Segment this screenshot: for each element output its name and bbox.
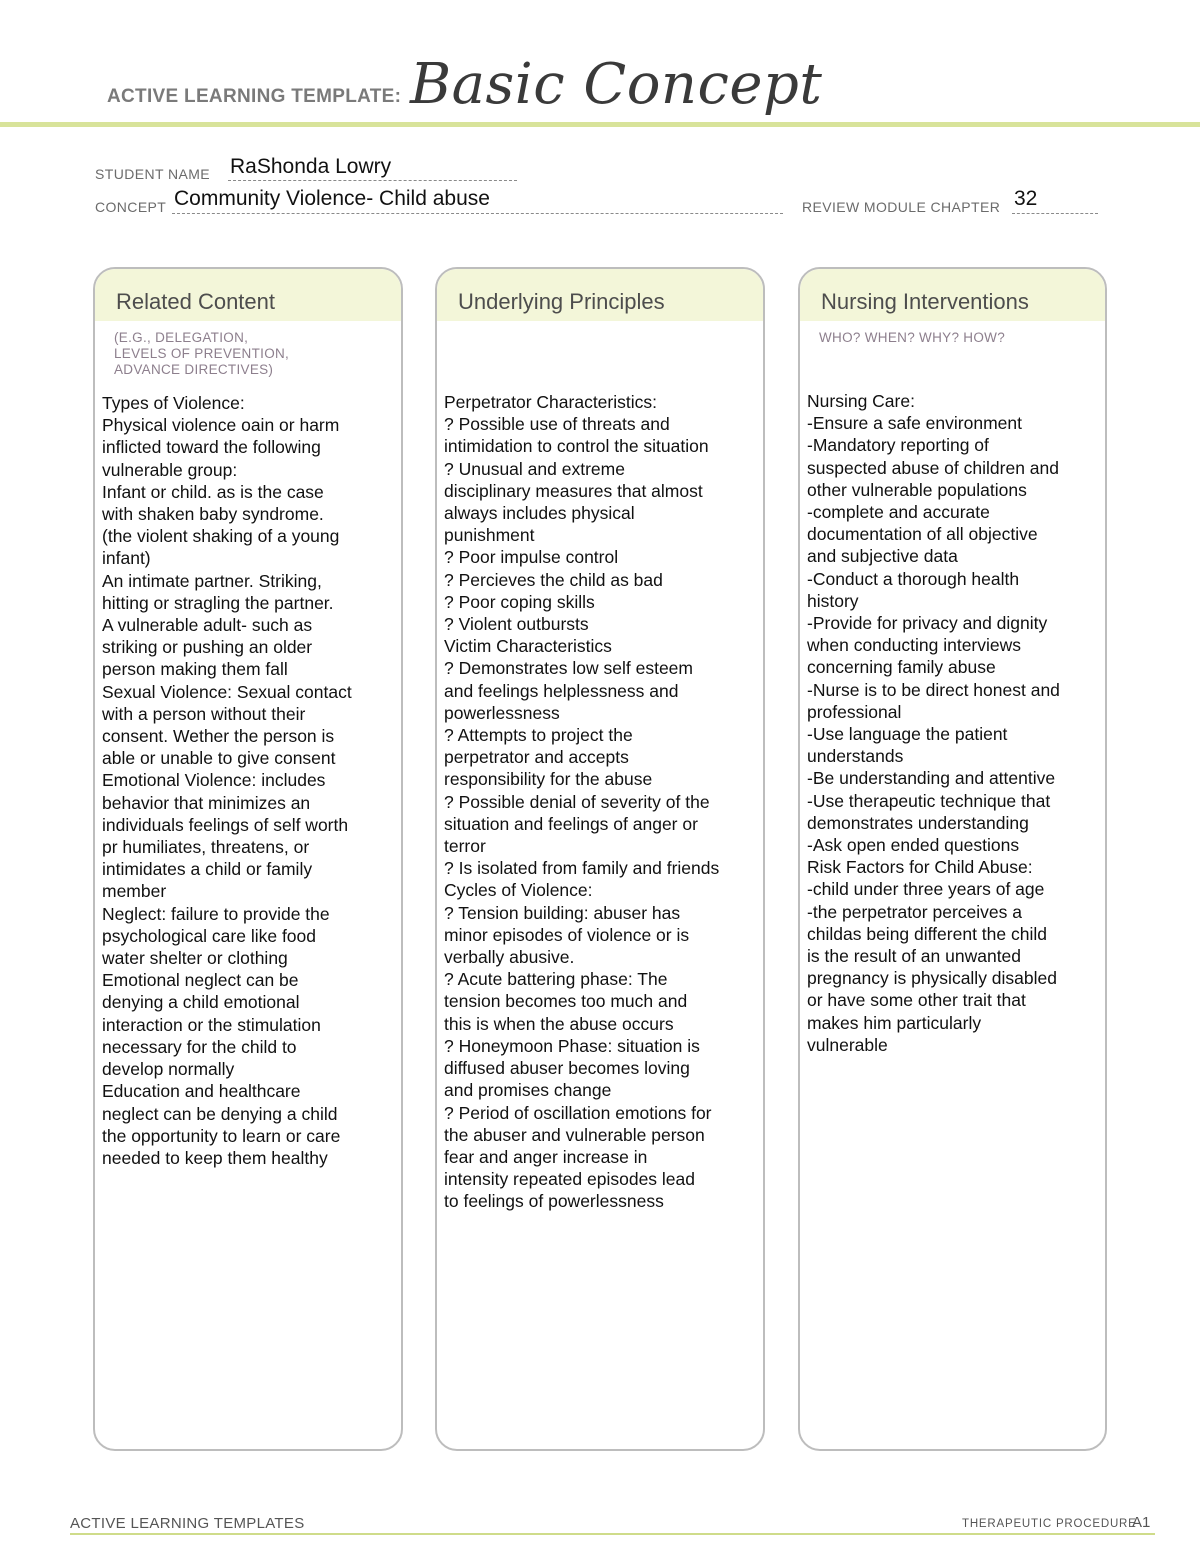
- text-line: demonstrates understanding: [807, 812, 1029, 833]
- text-line: inflicted toward the following: [102, 437, 321, 458]
- text-line: ? Acute battering phase: The: [444, 969, 668, 990]
- text-line: -Ensure a safe environment: [807, 413, 1022, 434]
- text-line: pr humiliates, threatens, or: [102, 837, 310, 858]
- text-line: -Ask open ended questions: [807, 835, 1020, 856]
- text-line: -Use language the patient: [807, 724, 1008, 745]
- text-line: infant): [102, 548, 151, 569]
- text-line: responsibility for the abuse: [444, 769, 653, 790]
- card-title: Nursing Interventions: [821, 289, 1029, 314]
- text-line: interaction or the stimulation: [102, 1014, 321, 1035]
- text-line: develop normally: [102, 1059, 235, 1080]
- text-line: is the result of an unwanted: [807, 946, 1022, 967]
- chapter-field[interactable]: 32: [1014, 187, 1038, 210]
- text-line: ? Poor coping skills: [444, 591, 595, 612]
- text-line: -the perpetrator perceives a: [807, 901, 1022, 922]
- text-line: needed to keep them healthy: [102, 1147, 328, 1168]
- text-line: individuals feelings of self worth: [102, 814, 349, 835]
- text-line: ? Unusual and extreme: [444, 458, 625, 479]
- text-line: suspected abuse of children and: [807, 457, 1059, 478]
- text-line: Emotional neglect can be: [102, 970, 299, 991]
- text-line: -Nurse is to be direct honest and: [807, 679, 1060, 700]
- text-line: An intimate partner. Striking,: [102, 570, 322, 591]
- text-line: necessary for the child to: [102, 1036, 297, 1057]
- page-title: Basic Concept: [410, 52, 823, 117]
- text-line: minor episodes of violence or is: [444, 924, 690, 945]
- text-line: -Provide for privacy and dignity: [807, 613, 1048, 634]
- text-line: professional: [807, 701, 902, 722]
- text-line: Victim Characteristics: [444, 636, 612, 657]
- student-name-line: [228, 180, 517, 181]
- text-line: and subjective data: [807, 546, 958, 567]
- text-line: other vulnerable populations: [807, 479, 1027, 500]
- card-title: Underlying Principles: [458, 289, 665, 314]
- text-line: history: [807, 590, 859, 611]
- text-line: ? Honeymoon Phase: situation is: [444, 1035, 700, 1056]
- text-line: ? Demonstrates low self esteem: [444, 658, 693, 679]
- text-line: Types of Violence:: [102, 393, 245, 413]
- text-line: tension becomes too much and: [444, 991, 688, 1012]
- text-line: ? Attempts to project the: [444, 725, 633, 746]
- text-line: Risk Factors for Child Abuse:: [807, 857, 1033, 878]
- text-line: the opportunity to learn or care: [102, 1125, 341, 1146]
- text-line: Neglect: failure to provide the: [102, 903, 330, 924]
- text-line: punishment: [444, 525, 535, 546]
- text-line: vulnerable group:: [102, 459, 238, 480]
- related-content-text[interactable]: [102, 392, 393, 1169]
- text-line: intensity repeated episodes lead: [444, 1169, 696, 1190]
- text-line: person making them fall: [102, 659, 288, 680]
- text-line: A vulnerable adult- such as: [102, 615, 313, 636]
- card-subtitle: WHO? WHEN? WHY? HOW?: [819, 330, 1006, 345]
- text-line: to feelings of powerlessness: [444, 1191, 664, 1212]
- text-line: Physical violence oain or harm: [102, 415, 340, 436]
- text-line: or have some other trait that: [807, 990, 1026, 1011]
- text-line: and promises change: [444, 1080, 612, 1101]
- text-line: ? Tension building: abuser has: [444, 902, 681, 923]
- text-line: -Be understanding and attentive: [807, 768, 1056, 789]
- text-line: fear and anger increase in: [444, 1146, 648, 1167]
- text-line: psychological care like food: [102, 925, 317, 946]
- text-line: Emotional Violence: includes: [102, 770, 326, 791]
- text-line: situation and feelings of anger or: [444, 813, 698, 834]
- text-line: childas being different the child: [807, 923, 1047, 944]
- text-line: pregnancy is physically disabled: [807, 968, 1057, 989]
- footer-label: ACTIVE LEARNING TEMPLATES: [70, 1515, 305, 1532]
- chapter-label: REVIEW MODULE CHAPTER: [802, 199, 1001, 215]
- card-subtitle: (E.G., DELEGATION, LEVELS OF PREVENTION, ADVANCE DIRECTIVES): [114, 330, 290, 377]
- concept-label: CONCEPT: [95, 199, 167, 215]
- text-line: Perpetrator Characteristics:: [444, 392, 657, 412]
- text-line: hitting or stragling the partner.: [102, 592, 334, 613]
- text-line: always includes physical: [444, 503, 635, 524]
- text-line: -Mandatory reporting of: [807, 435, 989, 456]
- text-line: understands: [807, 746, 904, 767]
- text-line: consent. Wether the person is: [102, 726, 335, 747]
- template-label: ACTIVE LEARNING TEMPLATE:: [107, 86, 402, 107]
- text-line: perpetrator and accepts: [444, 747, 629, 768]
- text-line: Education and healthcare: [102, 1081, 301, 1102]
- text-line: denying a child emotional: [102, 992, 300, 1013]
- text-line: ? Possible denial of severity of the: [444, 791, 710, 812]
- footer-divider: [70, 1533, 1155, 1535]
- text-line: -Use therapeutic technique that: [807, 790, 1051, 811]
- text-line: makes him particularly: [807, 1012, 982, 1033]
- concept-field[interactable]: Community Violence- Child abuse: [174, 187, 490, 210]
- text-line: powerlessness: [444, 702, 560, 723]
- text-line: -complete and accurate: [807, 502, 990, 523]
- text-line: member: [102, 881, 167, 902]
- text-line: the abuser and vulnerable person: [444, 1124, 705, 1145]
- text-line: concerning family abuse: [807, 657, 996, 678]
- text-line: when conducting interviews: [807, 635, 1022, 656]
- text-line: able or unable to give consent: [102, 748, 336, 769]
- student-name-field[interactable]: RaShonda Lowry: [230, 155, 392, 178]
- text-line: Nursing Care:: [807, 391, 915, 411]
- text-line: disciplinary measures that almost: [444, 480, 703, 501]
- footer-code: A1: [1132, 1514, 1151, 1531]
- text-line: Sexual Violence: Sexual contact: [102, 681, 352, 702]
- text-line: behavior that minimizes an: [102, 792, 311, 813]
- text-line: ? Poor impulse control: [444, 547, 619, 568]
- text-line: ? Is isolated from family and friends: [444, 858, 720, 879]
- text-line: intimidation to control the situation: [444, 436, 709, 457]
- underlying-principles-text[interactable]: [444, 391, 755, 1213]
- text-line: this is when the abuse occurs: [444, 1013, 674, 1034]
- text-line: striking or pushing an older: [102, 637, 313, 658]
- header-divider: [0, 122, 1200, 127]
- text-line: water shelter or clothing: [102, 948, 288, 969]
- text-line: intimidates a child or family: [102, 859, 313, 880]
- text-line: ? Violent outbursts: [444, 614, 589, 635]
- concept-line: [172, 213, 783, 214]
- text-line: and feelings helplessness and: [444, 680, 679, 701]
- related-content-card: [93, 267, 403, 1451]
- card-title: Related Content: [116, 289, 275, 314]
- text-line: with shaken baby syndrome.: [102, 504, 324, 525]
- underlying-principles-card: [435, 267, 765, 1451]
- text-line: ? Period of oscillation emotions for: [444, 1102, 712, 1123]
- text-line: Cycles of Violence:: [444, 880, 593, 901]
- text-line: terror: [444, 836, 486, 857]
- text-line: -child under three years of age: [807, 879, 1045, 900]
- text-line: verbally abusive.: [444, 947, 575, 968]
- student-name-label: STUDENT NAME: [95, 166, 210, 182]
- text-line: with a person without their: [102, 703, 306, 724]
- nursing-interventions-card: [798, 267, 1107, 1451]
- text-line: ? Percieves the child as bad: [444, 569, 663, 590]
- text-line: documentation of all objective: [807, 524, 1038, 545]
- text-line: (the violent shaking of a young: [102, 526, 340, 547]
- text-line: -Conduct a thorough health: [807, 568, 1020, 589]
- text-line: Infant or child. as is the case: [102, 481, 324, 502]
- nursing-interventions-text[interactable]: [807, 390, 1097, 1056]
- chapter-line: [1012, 213, 1098, 214]
- text-line: vulnerable: [807, 1034, 888, 1055]
- text-line: neglect can be denying a child: [102, 1103, 338, 1124]
- text-line: ? Possible use of threats and: [444, 414, 670, 435]
- footer-category: THERAPEUTIC PROCEDURE: [962, 1518, 1137, 1530]
- text-line: diffused abuser becomes loving: [444, 1058, 690, 1079]
